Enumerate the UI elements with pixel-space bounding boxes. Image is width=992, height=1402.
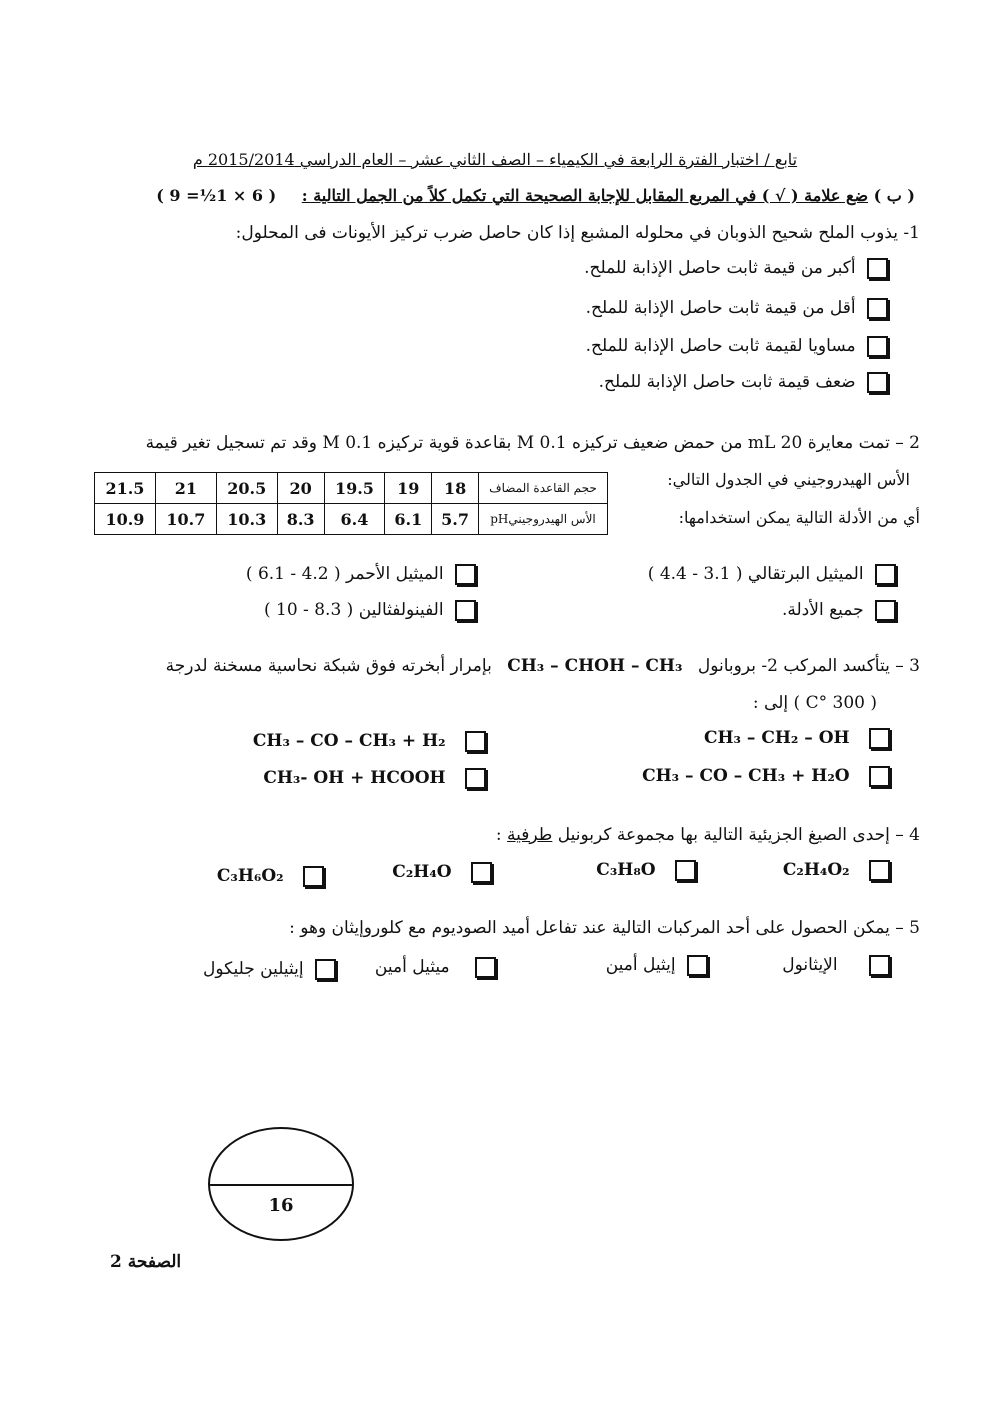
table-cell: 21 xyxy=(155,473,216,504)
checkbox[interactable] xyxy=(471,862,492,883)
question-5: 5 – يمكن الحصول على أحد المركبات التالية عند تفاعل أميد الصوديوم مع كلوروإيثان وهو : xyxy=(289,918,920,938)
option-label: الميثيل البرتقالي ( 3.1 - 4.4 ) xyxy=(647,564,864,584)
q1-option-1[interactable] xyxy=(584,258,894,279)
question-3-prefix: 3 – يتأكسد المركب 2- بروبانول xyxy=(697,656,920,676)
score-divider xyxy=(210,1184,352,1186)
option-label: CH₃- OH + HCOOH xyxy=(263,768,446,788)
instruction-text: ضع علامة ( √ ) في المربع المقابل للإجابة الصحيحة التي تكمل كلاً من الجمل التالية : xyxy=(301,186,869,205)
exam-header: تابع / اختبار الفترة الرابعة في الكيمياء – الصف الثاني عشر – العام الدراسي 2015/2014 م xyxy=(192,150,798,169)
q1-option-4[interactable] xyxy=(599,372,894,393)
checkbox[interactable] xyxy=(869,955,890,976)
option-label: ضعف قيمة ثابت حاصل الإذابة للملح. xyxy=(598,372,856,392)
option-label: C₂H₄O xyxy=(392,862,452,882)
question-4-colon: : xyxy=(495,825,502,845)
q5-option-2[interactable] xyxy=(606,955,714,976)
checkbox[interactable] xyxy=(465,768,486,789)
checkbox[interactable] xyxy=(875,600,896,621)
score-value: 16 xyxy=(268,1195,294,1216)
option-label: إيثيلين جليكول xyxy=(202,959,304,979)
question-3-suffix: بإمرار أبخرته فوق شبكة نحاسية مسخنة لدرجة xyxy=(165,656,492,676)
q2-option-1[interactable] xyxy=(648,564,902,585)
table-cell: 20.5 xyxy=(216,473,277,504)
q5-option-4[interactable] xyxy=(203,959,342,980)
instruction-score: ( 6 × 1½= 9 ) xyxy=(156,186,277,205)
table-row-label: حجم القاعدة المضاف xyxy=(479,473,608,504)
table-cell: 19.5 xyxy=(324,473,385,504)
chem-formula: CH₃ – CHOH – CH₃ xyxy=(507,656,683,676)
q1-option-2[interactable] xyxy=(586,298,894,319)
q3-option-4[interactable] xyxy=(263,768,492,789)
question-4-text: 4 – إحدى الصيغ الجزيئية التالية بها مجموعة كربونيل xyxy=(557,825,920,845)
checkbox[interactable] xyxy=(315,959,336,980)
table-cell: 6.1 xyxy=(385,504,432,535)
section-instruction xyxy=(120,186,915,205)
question-3-line2: ( 300 °C ) إلى : xyxy=(752,693,877,713)
option-label: C₃H₆O₂ xyxy=(216,866,284,886)
table-cell: 18 xyxy=(432,473,479,504)
option-label: ميثيل أمين xyxy=(374,957,450,977)
q4-option-2[interactable] xyxy=(596,860,702,881)
table-cell: 5.7 xyxy=(432,504,479,535)
ph-table xyxy=(94,472,608,535)
question-2-line2: الأس الهيدروجيني في الجدول التالي: xyxy=(667,470,910,489)
q1-option-3[interactable] xyxy=(586,336,894,357)
table-row xyxy=(95,504,608,535)
q4-option-3[interactable] xyxy=(392,862,498,883)
checkbox[interactable] xyxy=(867,336,888,357)
table-cell: 10.9 xyxy=(95,504,156,535)
option-label: مساويا لقيمة ثابت حاصل الإذابة للملح. xyxy=(585,336,856,356)
option-label: أقل من قيمة ثابت حاصل الإذابة للملح. xyxy=(585,298,856,318)
q3-option-3[interactable] xyxy=(642,766,896,787)
q4-option-1[interactable] xyxy=(783,860,896,881)
table-cell: 6.4 xyxy=(324,504,385,535)
option-label: الميثيل الأحمر ( 4.2 - 6.1 ) xyxy=(245,564,444,584)
question-2: 2 – تمت معايرة 20 mL من حمض ضعيف تركيزه M 0.1 بقاعدة قوية تركيزه M 0.1 وقد تم تسجيل تغير قيمة xyxy=(145,433,920,453)
option-label: الفينولفثالين ( 8.3 - 10 ) xyxy=(263,600,444,620)
q3-option-1[interactable] xyxy=(704,728,896,749)
option-label: جميع الأدلة. xyxy=(781,600,864,620)
option-label: CH₃ – CO – CH₃ + H₂O xyxy=(642,766,850,786)
checkbox[interactable] xyxy=(867,372,888,393)
option-label: إيثيل أمين xyxy=(605,955,676,975)
checkbox[interactable] xyxy=(687,955,708,976)
option-label: أكبر من قيمة ثابت حاصل الإذابة للملح. xyxy=(584,258,856,278)
checkbox[interactable] xyxy=(869,860,890,881)
question-4-underlined: طرفية xyxy=(507,825,553,845)
page-number: الصفحة 2 xyxy=(110,1252,182,1272)
q4-option-4[interactable] xyxy=(217,866,330,887)
question-2-line3: أي من الأدلة التالية يمكن استخدامها: xyxy=(678,508,920,527)
option-label: C₂H₄O₂ xyxy=(782,860,850,880)
question-4 xyxy=(120,825,920,845)
q2-option-4[interactable] xyxy=(264,600,482,621)
section-prefix: ( ب ) xyxy=(873,186,915,205)
table-cell: 20 xyxy=(277,473,324,504)
option-label: C₃H₈O xyxy=(596,860,656,880)
option-label: CH₃ – CH₂ – OH xyxy=(703,728,850,748)
table-cell: 10.3 xyxy=(216,504,277,535)
checkbox[interactable] xyxy=(455,564,476,585)
checkbox[interactable] xyxy=(455,600,476,621)
q5-option-3[interactable] xyxy=(375,957,502,978)
score-circle xyxy=(208,1127,354,1241)
checkbox[interactable] xyxy=(867,298,888,319)
option-label: CH₃ – CO – CH₃ + H₂ xyxy=(252,731,446,751)
checkbox[interactable] xyxy=(867,258,888,279)
question-1: 1- يذوب الملح شحيح الذوبان في محلوله المشبع إذا كان حاصل ضرب تركيز الأيونات فى المحلول: xyxy=(235,223,920,243)
checkbox[interactable] xyxy=(465,731,486,752)
q2-option-3[interactable] xyxy=(782,600,902,621)
table-cell: 10.7 xyxy=(155,504,216,535)
q2-option-2[interactable] xyxy=(246,564,482,585)
question-3 xyxy=(120,656,920,676)
checkbox[interactable] xyxy=(303,866,324,887)
q3-option-2[interactable] xyxy=(253,731,492,752)
table-cell: 8.3 xyxy=(277,504,324,535)
checkbox[interactable] xyxy=(869,728,890,749)
checkbox[interactable] xyxy=(675,860,696,881)
table-row xyxy=(95,473,608,504)
checkbox[interactable] xyxy=(475,957,496,978)
table-row-label: الأس الهيدروجينيpH xyxy=(479,504,608,535)
table-cell: 21.5 xyxy=(95,473,156,504)
q5-option-1[interactable] xyxy=(782,955,896,976)
table-cell: 19 xyxy=(385,473,432,504)
checkbox[interactable] xyxy=(875,564,896,585)
checkbox[interactable] xyxy=(869,766,890,787)
option-label: الإيثانول xyxy=(782,955,838,975)
